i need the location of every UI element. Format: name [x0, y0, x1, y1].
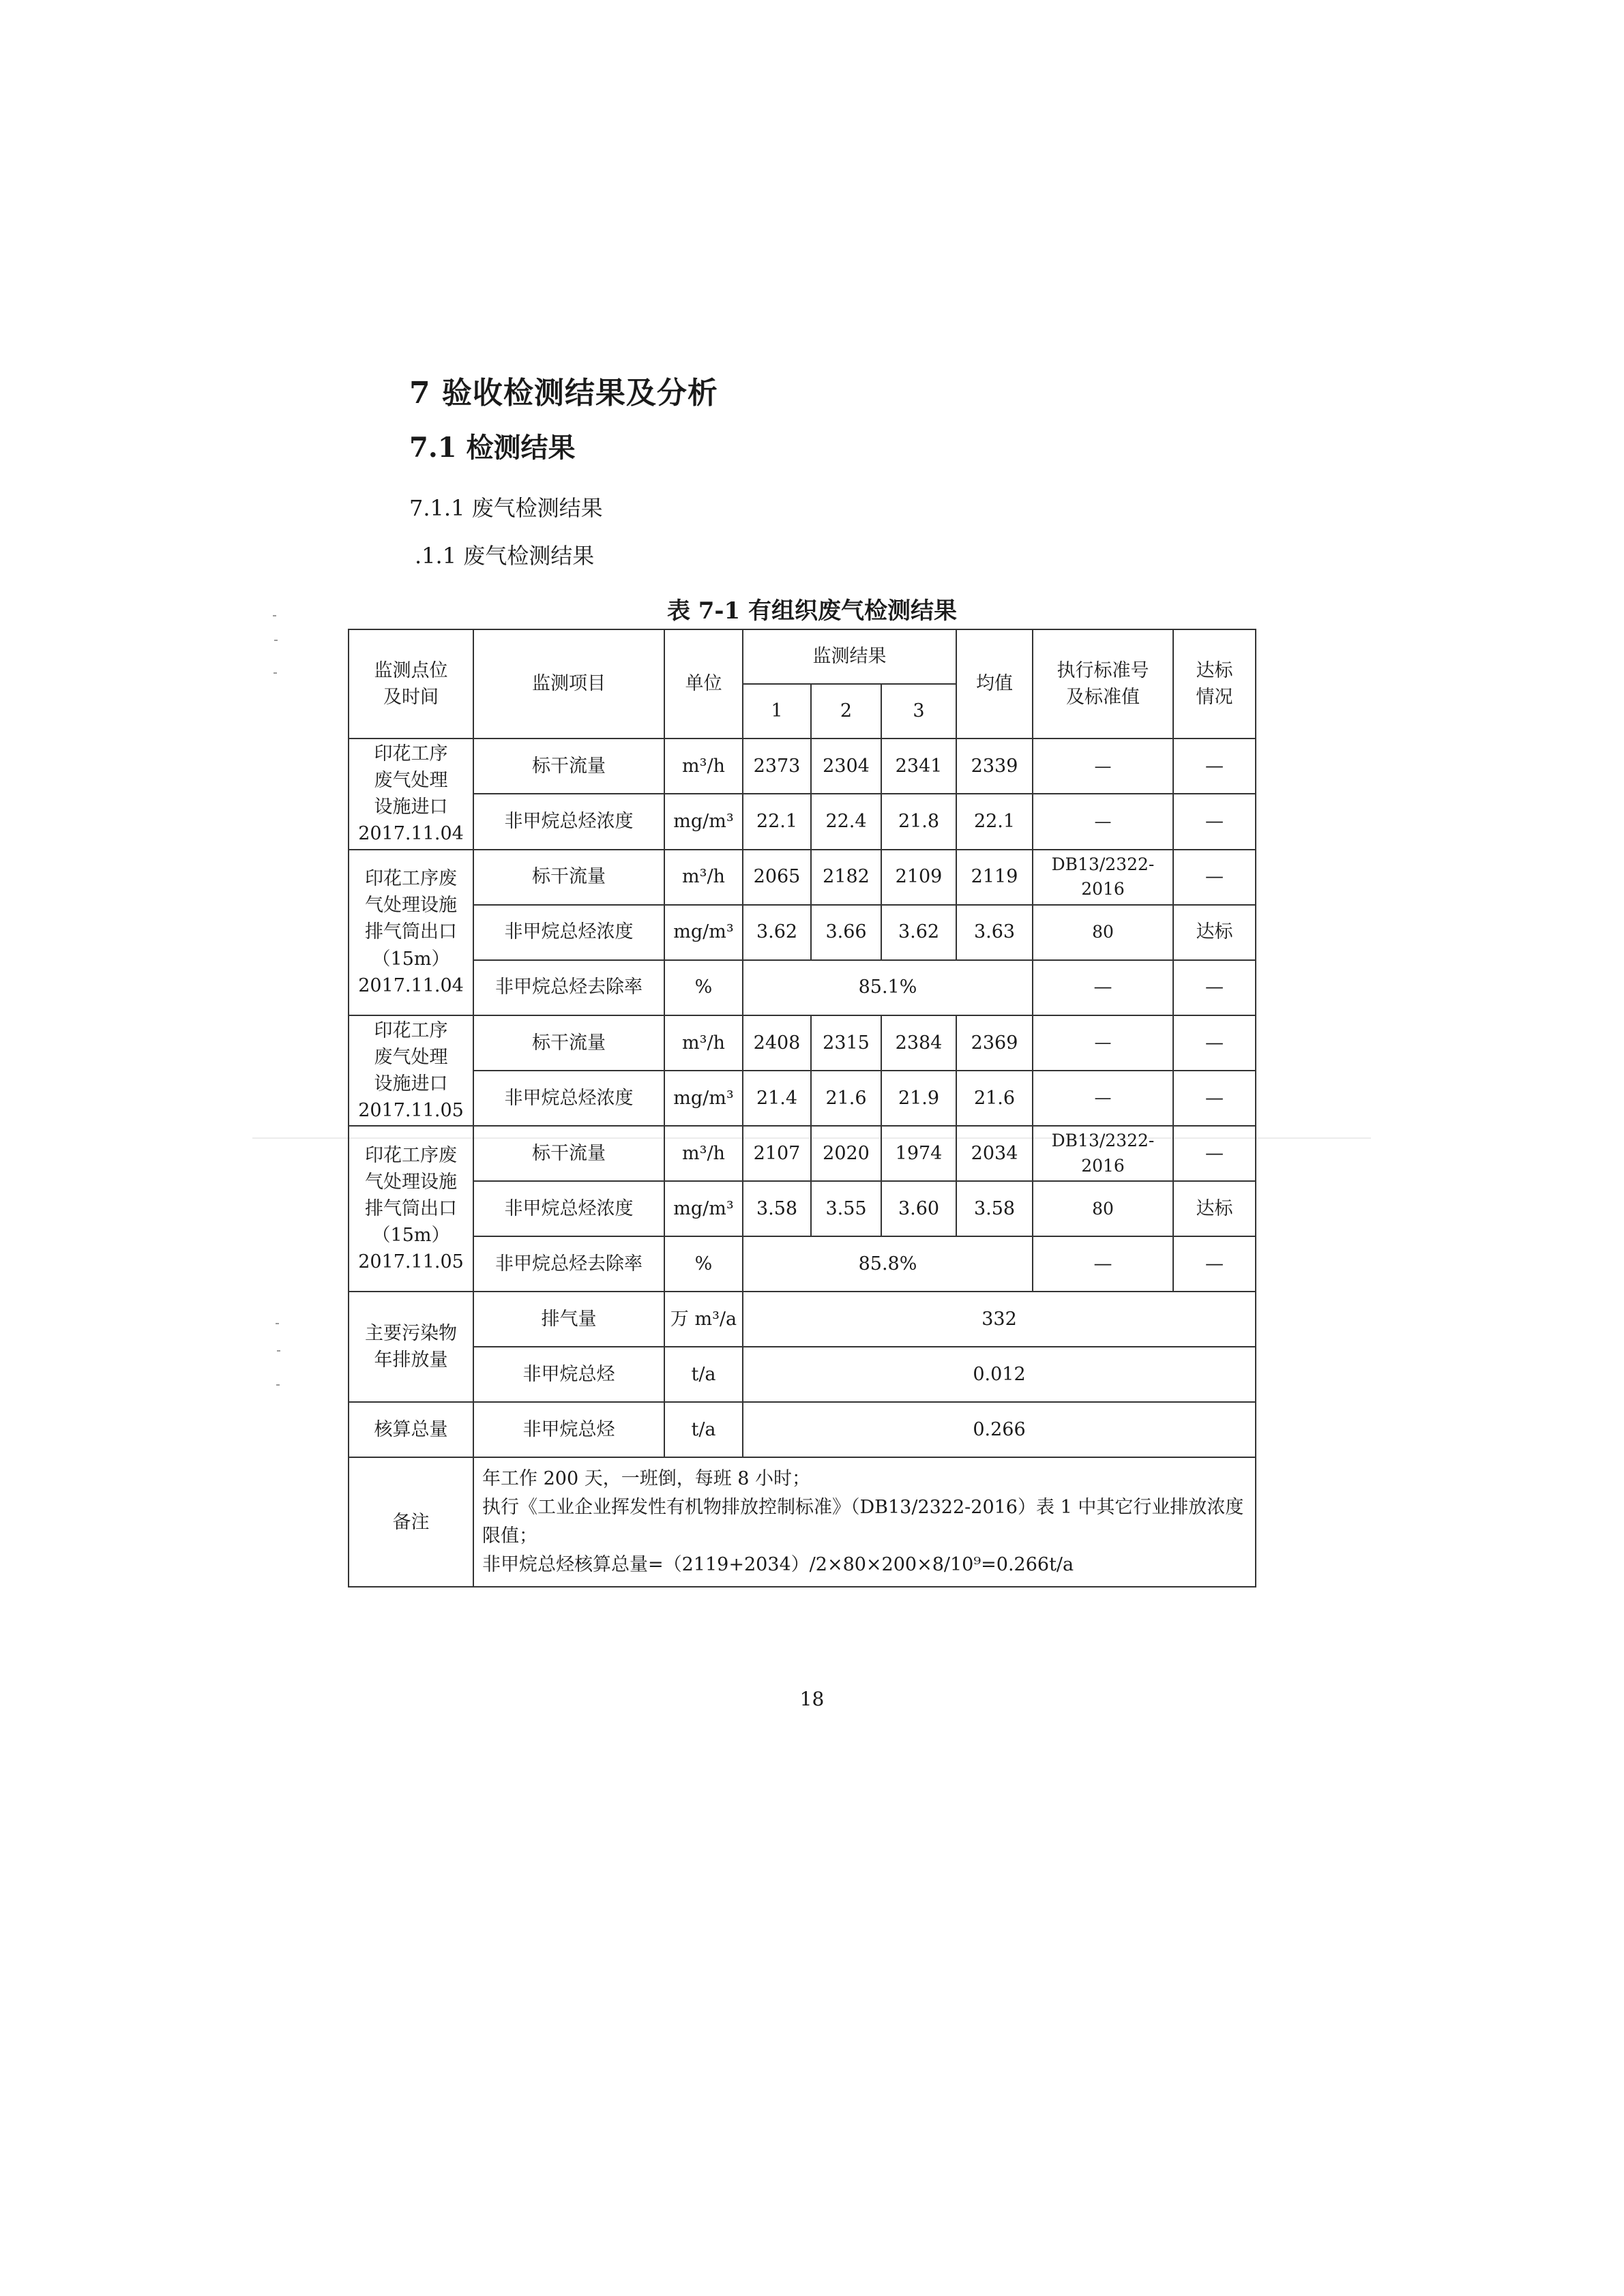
mean-cell: 2339	[956, 739, 1033, 794]
compliance-cell: —	[1173, 1126, 1256, 1181]
run-3-cell: 2109	[881, 850, 956, 905]
standard-cell: DB13/2322-2016	[1033, 1126, 1173, 1181]
table-row	[349, 1236, 1256, 1292]
run-3-cell: 21.8	[881, 794, 956, 849]
chapter-heading: 7 验收检测结果及分析	[409, 376, 718, 411]
unit-cell: mg/m³	[664, 1181, 743, 1236]
standard-cell: 80	[1033, 1181, 1173, 1236]
run-1-cell: 2408	[743, 1015, 811, 1071]
mean-cell: 3.63	[956, 905, 1033, 960]
table-caption: 表 7-1 有组织废气检测结果	[666, 597, 958, 625]
table-row	[349, 739, 1256, 794]
compliance-cell: —	[1173, 1015, 1256, 1071]
table-row	[349, 1071, 1256, 1126]
compliance-cell: —	[1173, 850, 1256, 905]
standard-cell: —	[1033, 1236, 1173, 1292]
monitoring-point-cell: 印花工序废 气处理设施 排气筒出口 （15m） 2017.11.04	[349, 850, 473, 1015]
compliance-cell: —	[1173, 1071, 1256, 1126]
run-1-cell: 2107	[743, 1126, 811, 1181]
unit-cell: mg/m³	[664, 1071, 743, 1126]
run-3-cell: 3.60	[881, 1181, 956, 1236]
run-2-cell: 2020	[811, 1126, 881, 1181]
removal-rate-value-cell: 85.8%	[743, 1236, 1033, 1292]
mean-cell: 22.1	[956, 794, 1033, 849]
item-cell: 标干流量	[473, 739, 664, 794]
mean-cell: 2034	[956, 1126, 1033, 1181]
scan-speck	[276, 1384, 280, 1386]
mean-cell: 2119	[956, 850, 1033, 905]
standard-cell: 80	[1033, 905, 1173, 960]
notes-content-cell	[473, 1457, 1256, 1587]
table-row	[349, 960, 1256, 1015]
table-row	[349, 905, 1256, 960]
run-1-cell: 3.58	[743, 1181, 811, 1236]
standard-cell: —	[1033, 1071, 1173, 1126]
compliance-cell: —	[1173, 739, 1256, 794]
run-1-cell: 2065	[743, 850, 811, 905]
subsection-heading-duplicate: .1.1 废气检测结果	[415, 543, 595, 569]
run-2-cell: 2182	[811, 850, 881, 905]
exhaust-gas-results-table	[348, 629, 1256, 1587]
unit-cell: %	[664, 1236, 743, 1292]
run-2-cell: 22.4	[811, 794, 881, 849]
table-row	[349, 1347, 1256, 1402]
header-results: 监测结果	[743, 629, 956, 684]
table-row	[349, 794, 1256, 849]
compliance-cell: —	[1173, 1236, 1256, 1292]
table-row	[349, 850, 1256, 905]
run-1-cell: 22.1	[743, 794, 811, 849]
run-2-cell: 3.55	[811, 1181, 881, 1236]
item-cell: 非甲烷总烃浓度	[473, 1181, 664, 1236]
header-point: 监测点位 及时间	[349, 629, 473, 739]
unit-cell: mg/m³	[664, 794, 743, 849]
item-cell: 排气量	[473, 1292, 664, 1347]
header-item: 监测项目	[473, 629, 664, 739]
annual-emission-label-cell: 主要污染物 年排放量	[349, 1292, 473, 1402]
compliance-cell: 达标	[1173, 1181, 1256, 1236]
item-cell: 非甲烷总烃浓度	[473, 905, 664, 960]
accounting-value-cell: 0.266	[743, 1402, 1256, 1457]
unit-cell: m³/h	[664, 739, 743, 794]
run-3-cell: 1974	[881, 1126, 956, 1181]
item-cell: 非甲烷总烃	[473, 1347, 664, 1402]
mean-cell: 2369	[956, 1015, 1033, 1071]
header-mean: 均值	[956, 629, 1033, 739]
item-cell: 非甲烷总烃浓度	[473, 1071, 664, 1126]
annual-value-cell: 0.012	[743, 1347, 1256, 1402]
scan-speck	[277, 1350, 280, 1352]
subsection-heading: 7.1.1 废气检测结果	[409, 495, 603, 521]
unit-cell: %	[664, 960, 743, 1015]
table-row	[349, 1292, 1256, 1347]
removal-rate-item-cell: 非甲烷总烃去除率	[473, 1236, 664, 1292]
unit-cell: m³/h	[664, 850, 743, 905]
run-3-cell: 2384	[881, 1015, 956, 1071]
monitoring-point-cell: 印花工序 废气处理 设施进口 2017.11.05	[349, 1015, 473, 1127]
table-row	[349, 1402, 1256, 1457]
table-row	[349, 1126, 1256, 1181]
note-line: 非甲烷总烃核算总量=（2119+2034）/2×80×200×8/10⁹=0.266t/a	[482, 1553, 1074, 1575]
compliance-cell: 达标	[1173, 905, 1256, 960]
header-unit: 单位	[664, 629, 743, 739]
item-cell: 标干流量	[473, 1126, 664, 1181]
compliance-cell: —	[1173, 794, 1256, 849]
standard-cell: —	[1033, 1015, 1173, 1071]
item-cell: 标干流量	[473, 850, 664, 905]
table-row	[349, 1015, 1256, 1071]
section-heading: 7.1 检测结果	[409, 432, 576, 464]
unit-cell: m³/h	[664, 1015, 743, 1071]
header-compliance: 达标 情况	[1173, 629, 1256, 739]
header-standard: 执行标准号 及标准值	[1033, 629, 1173, 739]
note-line: 执行《工业企业挥发性有机物排放控制标准》（DB13/2322-2016）表 1 中其它行业排放浓度限值；	[482, 1497, 1244, 1547]
standard-cell: —	[1033, 794, 1173, 849]
header-run-1: 1	[743, 684, 811, 739]
header-run-3: 3	[881, 684, 956, 739]
scan-speck	[276, 1323, 279, 1324]
item-cell: 非甲烷总烃浓度	[473, 794, 664, 849]
table-row	[349, 1457, 1256, 1587]
run-2-cell: 3.66	[811, 905, 881, 960]
accounting-total-label-cell: 核算总量	[349, 1402, 473, 1457]
standard-cell: DB13/2322-2016	[1033, 850, 1173, 905]
scan-speck	[274, 672, 277, 674]
scan-speck	[274, 640, 278, 641]
table-header-row	[349, 629, 1256, 684]
run-2-cell: 21.6	[811, 1071, 881, 1126]
removal-rate-item-cell: 非甲烷总烃去除率	[473, 960, 664, 1015]
page-number: 18	[799, 1688, 825, 1710]
unit-cell: m³/h	[664, 1126, 743, 1181]
run-2-cell: 2304	[811, 739, 881, 794]
compliance-cell: —	[1173, 960, 1256, 1015]
run-1-cell: 2373	[743, 739, 811, 794]
run-2-cell: 2315	[811, 1015, 881, 1071]
table-row	[349, 1181, 1256, 1236]
unit-cell: t/a	[664, 1402, 743, 1457]
notes-label-cell: 备注	[349, 1457, 473, 1587]
monitoring-point-cell: 印花工序 废气处理 设施进口 2017.11.04	[349, 739, 473, 850]
mean-cell: 21.6	[956, 1071, 1033, 1126]
annual-value-cell: 332	[743, 1292, 1256, 1347]
mean-cell: 3.58	[956, 1181, 1033, 1236]
unit-cell: t/a	[664, 1347, 743, 1402]
run-1-cell: 21.4	[743, 1071, 811, 1126]
note-line: 年工作 200 天，一班倒，每班 8 小时；	[482, 1468, 811, 1490]
item-cell: 非甲烷总烃	[473, 1402, 664, 1457]
standard-cell: —	[1033, 960, 1173, 1015]
monitoring-point-cell: 印花工序废 气处理设施 排气筒出口 （15m） 2017.11.05	[349, 1126, 473, 1292]
run-3-cell: 3.62	[881, 905, 956, 960]
standard-cell: —	[1033, 739, 1173, 794]
header-run-2: 2	[811, 684, 881, 739]
run-3-cell: 21.9	[881, 1071, 956, 1126]
run-1-cell: 3.62	[743, 905, 811, 960]
scan-speck	[273, 615, 276, 616]
unit-cell: 万 m³/a	[664, 1292, 743, 1347]
removal-rate-value-cell: 85.1%	[743, 960, 1033, 1015]
unit-cell: mg/m³	[664, 905, 743, 960]
run-3-cell: 2341	[881, 739, 956, 794]
item-cell: 标干流量	[473, 1015, 664, 1071]
